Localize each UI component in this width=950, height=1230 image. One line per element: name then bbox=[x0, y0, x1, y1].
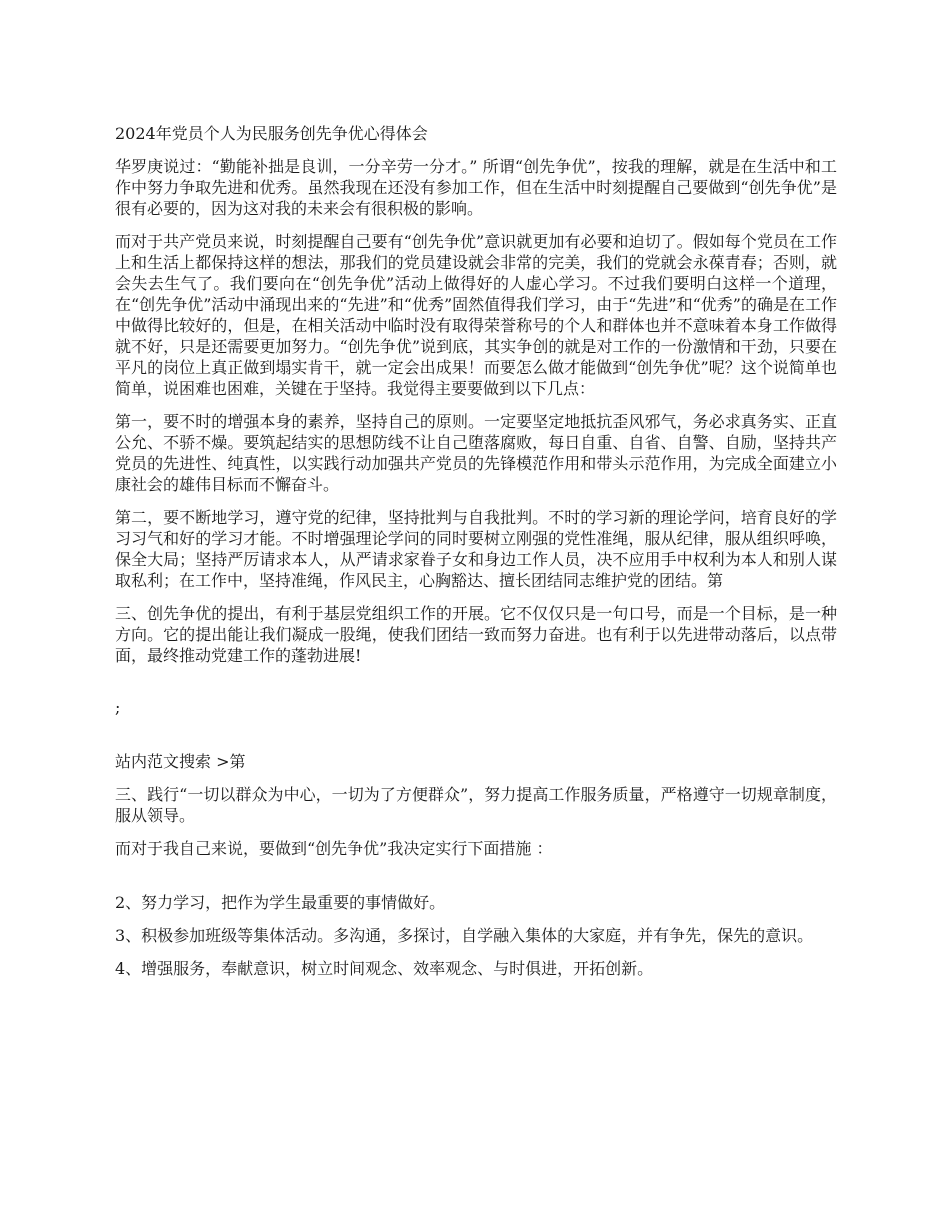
paragraph-semicolon: ; bbox=[115, 698, 121, 717]
paragraph-measures-intro: 而对于我自己来说，要做到“创先争优”我决定实行下面措施 ： bbox=[115, 839, 553, 858]
paragraph-point-two: 第二，要不断地学习，遵守党的纪律，坚持批判与自我批判。不时的学习新的理论学问，培育良好的学习习气和好的学习才能。不时增强理论学问的同时要树立刚强的党性准绳，服从纪律，服从组织呼唤，保全大局；坚持严厉请求本人，从严请求家眷子女和身边工作人员，决不应用手中权利为本人和别人谋取私利；在工作中，坚持准绳，作风民主，心胸豁达、擅长团结同志维护党的团结。第 bbox=[115, 508, 837, 590]
spacer bbox=[115, 730, 837, 751]
document-body bbox=[115, 123, 837, 991]
paragraph-party-members: 而对于共产党员来说，时刻提醒自己要有“创先争优”意识就更加有必要和迫切了。假如每个党员在工作上和生活上都保持这样的想法，那我们的党员建设就会非常的完美，我们的党就会永葆青春；否则，就会失去生气了。我们要向在“创先争优”活动上做得好的人虚心学习。不过我们要明白这样一个道理，在“创先争优”活动中涌现出来的“先进”和“优秀”固然值得我们学习，由于“先进”和“优秀”的确是在工作中做得比较好的，但是，在相关活动中临时没有取得荣誉称号的个人和群体也并不意味着本身工作做得就不好，只是还需要更加努力。“创先争优”说到底，其实争创的就是对工作的一份激情和干劲，只要在平凡的岗位上真正做到塌实肯干，就一定会出成果！而要怎么做才能做到“创先争优”呢？这个说简单也简单，说困难也困难，关键在于坚持。我觉得主要要做到以下几点： bbox=[115, 232, 837, 398]
list-item-2: 2、努力学习，把作为学生最重要的事情做好。 bbox=[115, 893, 446, 912]
paragraph-point-three: 三、创先争优的提出，有利于基层党组织工作的开展。它不仅仅只是一句口号，而是一个目标，是一种方向。它的提出能让我们凝成一股绳，使我们团结一致而努力奋进。也有利于以先进带动落后，以点带面，最终推动党建工作的蓬勃进展! bbox=[115, 604, 837, 665]
document-title: 2024年党员个人为民服务创先争优心得体会 bbox=[115, 124, 428, 143]
paragraph-point-one: 第一，要不时的增强本身的素养，坚持自己的原则。一定要坚定地抵抗歪风邪气，务必求真务实、正直公允、不骄不燥。要筑起结实的思想防线不让自己堕落腐败，每日自重、自省、自警、自励，坚持共产党员的先进性、纯真性，以实践行动加强共产党员的先锋模范作用和带头示范作用，为完成全面建立小康社会的雄伟目标而不懈奋斗。 bbox=[115, 412, 837, 494]
list-item-4: 4、增强服务，奉献意识，树立时间观念、效率观念、与时俱进，开拓创新。 bbox=[115, 959, 654, 978]
paragraph-intro: 华罗庚说过：“勤能补拙是良训，一分辛劳一分才。” 所谓“创先争优”，按我的理解，就是在生活中和工作中努力争取先进和优秀。虽然我现在还没有参加工作，但在生活中时刻提醒自己要做到“创先争优”是很有必要的，因为这对我的未来会有很积极的影响。 bbox=[115, 157, 837, 218]
site-search-link[interactable]: 站内范文搜索 >第 bbox=[115, 752, 246, 771]
paragraph-practice: 三、践行“一切以群众为中心，一切为了方便群众”，努力提高工作服务质量，严格遵守一切规章制度，服从领导。 bbox=[115, 785, 837, 825]
spacer bbox=[115, 678, 837, 697]
spacer bbox=[115, 871, 837, 892]
list-item-3: 3、积极参加班级等集体活动。多沟通，多探讨，自学融入集体的大家庭，并有争先，保先的意识。 bbox=[115, 926, 814, 945]
